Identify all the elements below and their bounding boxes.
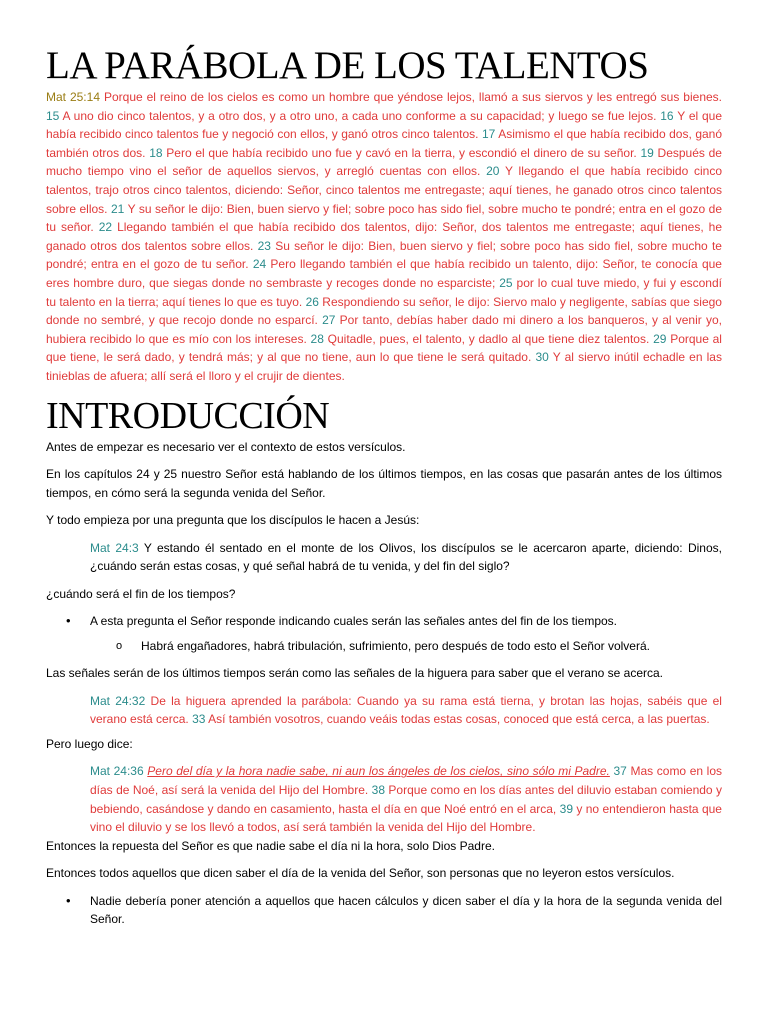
verse-text: Y el que había recibido cinco talentos fue y negoció con ellos, y ganó otros cinco talentos. xyxy=(46,108,722,142)
parable-passage xyxy=(46,88,722,386)
verse-text: Así también vosotros, cuando veáis todas estas cosas, conoced que está cerca, a las puertas. xyxy=(208,712,710,727)
paragraph: Y todo empieza por una pregunta que los discípulos le hacen a Jesús: xyxy=(46,513,420,527)
verse-number: 38 xyxy=(371,782,385,797)
bullet-list xyxy=(46,612,722,631)
verse-number: 22 xyxy=(98,220,113,235)
verse-text: Por tanto, debías haber dado mi dinero a los banqueros, y al venir yo, hubiera recibido lo que es mío con los intereses. xyxy=(46,313,722,346)
verse-number: 25 xyxy=(499,275,513,290)
verse-text: A uno dio cinco talentos, y a otro dos, y a otro uno, a cada uno conforme a su capacidad; y luego se fue lejos. xyxy=(62,108,657,123)
paragraph: Entonces todos aquellos que dicen saber el día de la venida del Señor, son personas que no leyeron estos versículos. xyxy=(46,866,675,881)
paragraph: ¿cuándo será el fin de los tiempos? xyxy=(46,586,236,601)
verse-number: 23 xyxy=(257,238,271,253)
verse-number: 27 xyxy=(322,313,336,328)
verse-reference: Mat 25:14 xyxy=(46,90,100,104)
verse-number: 20 xyxy=(486,164,500,179)
scripture-quote xyxy=(90,539,722,576)
list-item: o Habrá engañadores, habrá tribulación, sufrimiento, pero después de todo esto el Señor volverá. xyxy=(46,637,722,656)
verse-reference: Mat 24:3 xyxy=(90,540,139,555)
verse-text: Y su señor le dijo: Bien, buen siervo y fiel; sobre poco has sido fiel, sobre mucho te pondré; entra en el gozo de tu señor. xyxy=(46,201,722,235)
verse-text-underlined: Pero del día y la hora nadie sabe, ni aun los ángeles de los cielos, sino sólo mi Padre. xyxy=(147,764,610,779)
verse-text: Después de mucho tiempo vino el señor de aquellos siervos, y arregló cuentas con ellos. xyxy=(46,145,722,179)
verse-number: 18 xyxy=(149,145,163,160)
verse-number: 29 xyxy=(653,331,667,346)
verse-text: Mas como en los días de Noé, así será la venida del Hijo del Hombre. xyxy=(90,764,723,797)
scripture-quote xyxy=(90,692,722,729)
verse-number: 28 xyxy=(310,331,324,346)
paragraph: Pero luego dice: xyxy=(46,736,133,751)
scripture-quote xyxy=(90,762,722,836)
verse-number: 30 xyxy=(535,350,549,365)
verse-reference: Mat 24:36 xyxy=(90,764,144,779)
verse-number: 24 xyxy=(252,257,267,272)
verse-text: Porque como en los días antes del diluvio estaban comiendo y bebiendo, casándose y dando en casamiento, hasta el día en que Noé entró en el arca, xyxy=(90,782,723,816)
verse-text: Quitadle, pues, el talento, y dadlo al que tiene diez talentos. xyxy=(327,331,650,346)
list-item: • A esta pregunta el Señor responde indicando cuales serán las señales antes del fin de los tiempos. xyxy=(46,612,722,631)
verse-number: 39 xyxy=(559,801,573,816)
verse-text: Porque el reino de los cielos es como un hombre que yéndose lejos, llamó a sus siervos y les entregó sus bienes. xyxy=(103,90,723,104)
quote-text: Y estando él sentado en el monte de los Olivos, los discípulos se le acercaron aparte, diciendo: Dinos, ¿cuándo serán estas cosas, y qué señal habrá de tu venida, y del fin del siglo? xyxy=(90,540,722,574)
verse-text: Y al siervo inútil echadle en las tinieblas de afuera; allí será el lloro y el crujir de dientes. xyxy=(46,350,722,383)
verse-text: Pero llegando también el que había recibido un talento, dijo: Señor, te conocía que eres hombre duro, que siegas donde no sembraste y recoges donde no esparciste; xyxy=(46,257,722,290)
verse-number: 16 xyxy=(660,108,674,123)
verse-number: 33 xyxy=(192,712,206,727)
verse-text: Porque al que tiene, le será dado, y tendrá más; y al que no tiene, aun lo que tiene le será quitado. xyxy=(46,331,722,365)
paragraph: Antes de empezar es necesario ver el contexto de estos versículos. xyxy=(46,439,406,454)
verse-text: Llegando también el que había recibido dos talentos, dijo: Señor, dos talentos me entregaste; aquí tienes, he ganado otros dos talentos sobre ellos. xyxy=(46,220,722,253)
verse-text: Su señor le dijo: Bien, buen siervo y fiel; sobre poco has sido fiel, sobre mucho te pondré; entra en el gozo de tu señor. xyxy=(46,238,722,272)
verse-text: y no entendieron hasta que vino el diluvio y se los llevó a todos, así será también la venida del Hijo del Hombre. xyxy=(90,801,722,835)
verse-text: Y llegando el que había recibido cinco talentos, trajo otros cinco talentos, diciendo: Señor, cinco talentos me entregaste; aquí tienes, he ganado otros cinco talentos sobre ellos. xyxy=(46,164,723,216)
verse-reference: Mat 24:32 xyxy=(90,693,146,708)
verse-number: 21 xyxy=(110,201,125,216)
paragraph: Entonces la repuesta del Señor es que nadie sabe el día ni la hora, solo Dios Padre. xyxy=(46,838,495,853)
verse-number: 17 xyxy=(482,127,496,142)
verse-text: Respondiendo su señor, le dijo: Siervo malo y negligente, sabías que siego donde no sembré, y que recojo donde no esparcí. xyxy=(46,294,722,328)
page-title: LA PARÁBOLA DE LOS TALENTOS xyxy=(46,44,649,87)
verse-number: 37 xyxy=(613,764,627,779)
section-heading: INTRODUCCIÓN xyxy=(46,394,330,437)
paragraph: Las señales serán de los últimos tiempos serán como las señales de la higuera para saber que el verano se acerca. xyxy=(46,666,664,681)
verse-text: De la higuera aprended la parábola: Cuando ya su rama está tierna, y brotan las hojas, sabéis que el verano está cerca. xyxy=(90,693,722,727)
verse-text: Asimismo el que había recibido dos, ganó también otros dos. xyxy=(46,127,723,160)
verse-text: por lo cual tuve miedo, y fui y escondí tu talento en la tierra; aquí tienes lo que es tuyo. xyxy=(46,275,722,309)
bullet-list xyxy=(46,892,722,929)
verse-number: 19 xyxy=(640,145,654,160)
sub-bullet-list xyxy=(46,637,722,656)
paragraph: En los capítulos 24 y 25 nuestro Señor está hablando de los últimos tiempos, en las cosas que pasarán antes de los últimos tiempos, en cómo será la segunda venida del Señor. xyxy=(46,467,722,500)
verse-text: Pero el que había recibido uno fue y cavó en la tierra, y escondió el dinero de su señor. xyxy=(166,145,637,160)
verse-number: 15 xyxy=(46,108,60,123)
list-item: • Nadie debería poner atención a aquellos que hacen cálculos y dicen saber el día y la hora de la segunda venida del Señor. xyxy=(46,892,722,929)
verse-number: 26 xyxy=(305,294,319,309)
